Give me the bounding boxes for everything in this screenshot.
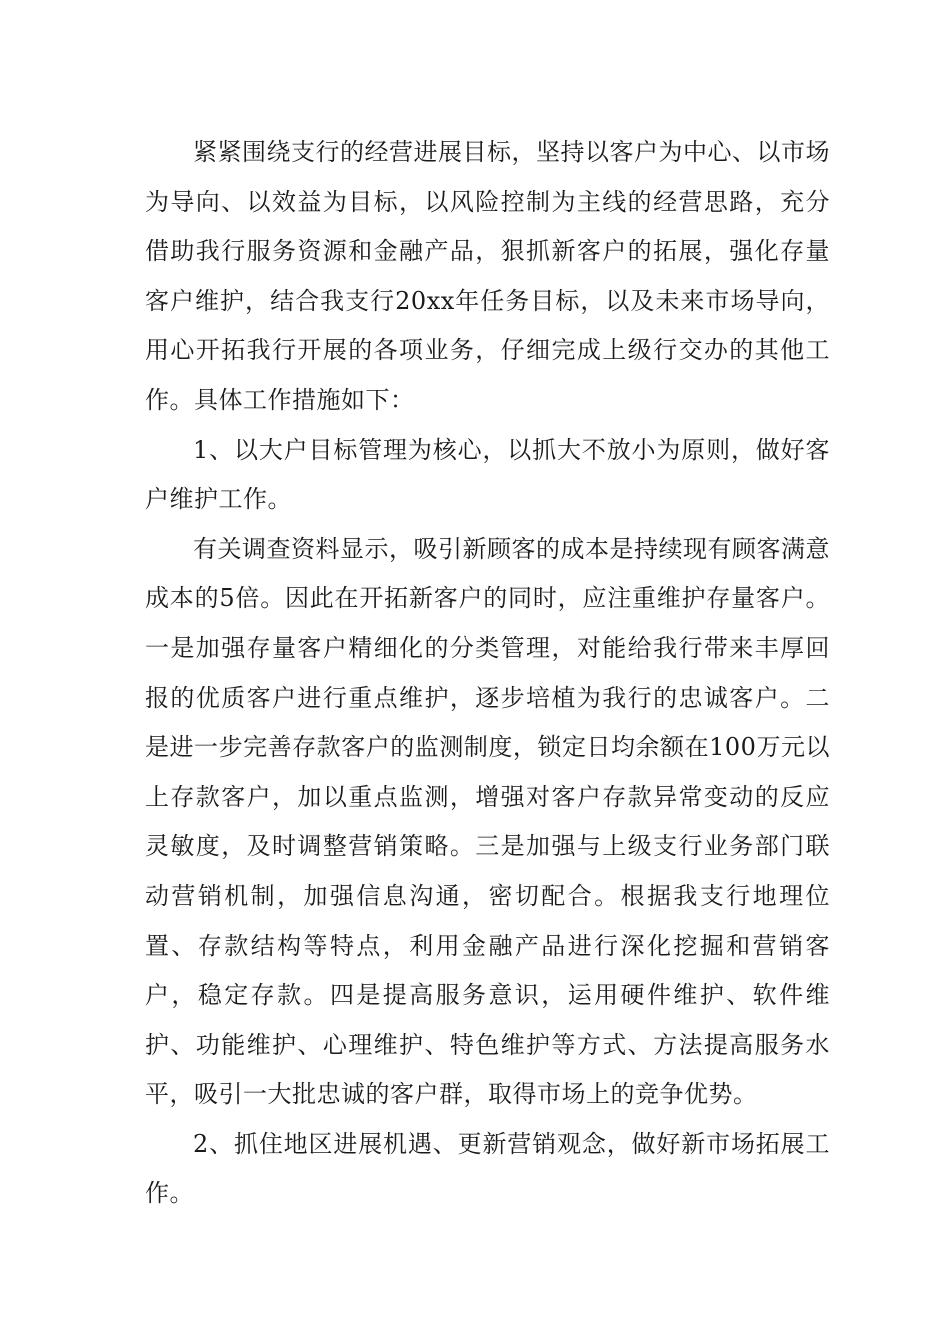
paragraph-item-1-heading: 1、以大户目标管理为核心，以抓大不放小为原则，做好客户维护工作。	[145, 435, 830, 514]
paragraph-item-2-heading: 2、抓住地区进展机遇、更新营销观念，做好新市场拓展工作。	[145, 1129, 830, 1208]
paragraph-customer-maintenance: 有关调查资料显示，吸引新顾客的成本是持续现有顾客满意成本的5倍。因此在开拓新客户的同时，应注重维护存量客户。一是加强存量客户精细化的分类管理，对能给我行带来丰厚回报的优质客户进行重点维护，逐步培植为我行的忠诚客户。二是进一步完善存款客户的监测制度，锁定日均余额在100万元以上存款客户，加以重点监测，增强对客户存款异常变动的反应灵敏度，及时调整营销策略。三是加强与上级支行业务部门联动营销机制，加强信息沟通，密切配合。根据我支行地理位置、存款结构等特点，利用金融产品进行深化挖掘和营销客户，稳定存款。四是提高服务意识，运用硬件维护、软件维护、功能维护、心理维护、特色维护等方式、方法提高服务水平，吸引一大批忠诚的客户群，取得市场上的竞争优势。	[145, 534, 830, 1109]
document-body	[145, 128, 830, 1219]
paragraph-intro: 紧紧围绕支行的经营进展目标，坚持以客户为中心、以市场为导向、以效益为目标，以风险控制为主线的经营思路，充分借助我行服务资源和金融产品，狠抓新客户的拓展，强化存量客户维护，结合我支行20xx年任务目标，以及未来市场导向，用心开拓我行开展的各项业务，仔细完成上级行交办的其他工作。具体工作措施如下：	[145, 138, 830, 414]
